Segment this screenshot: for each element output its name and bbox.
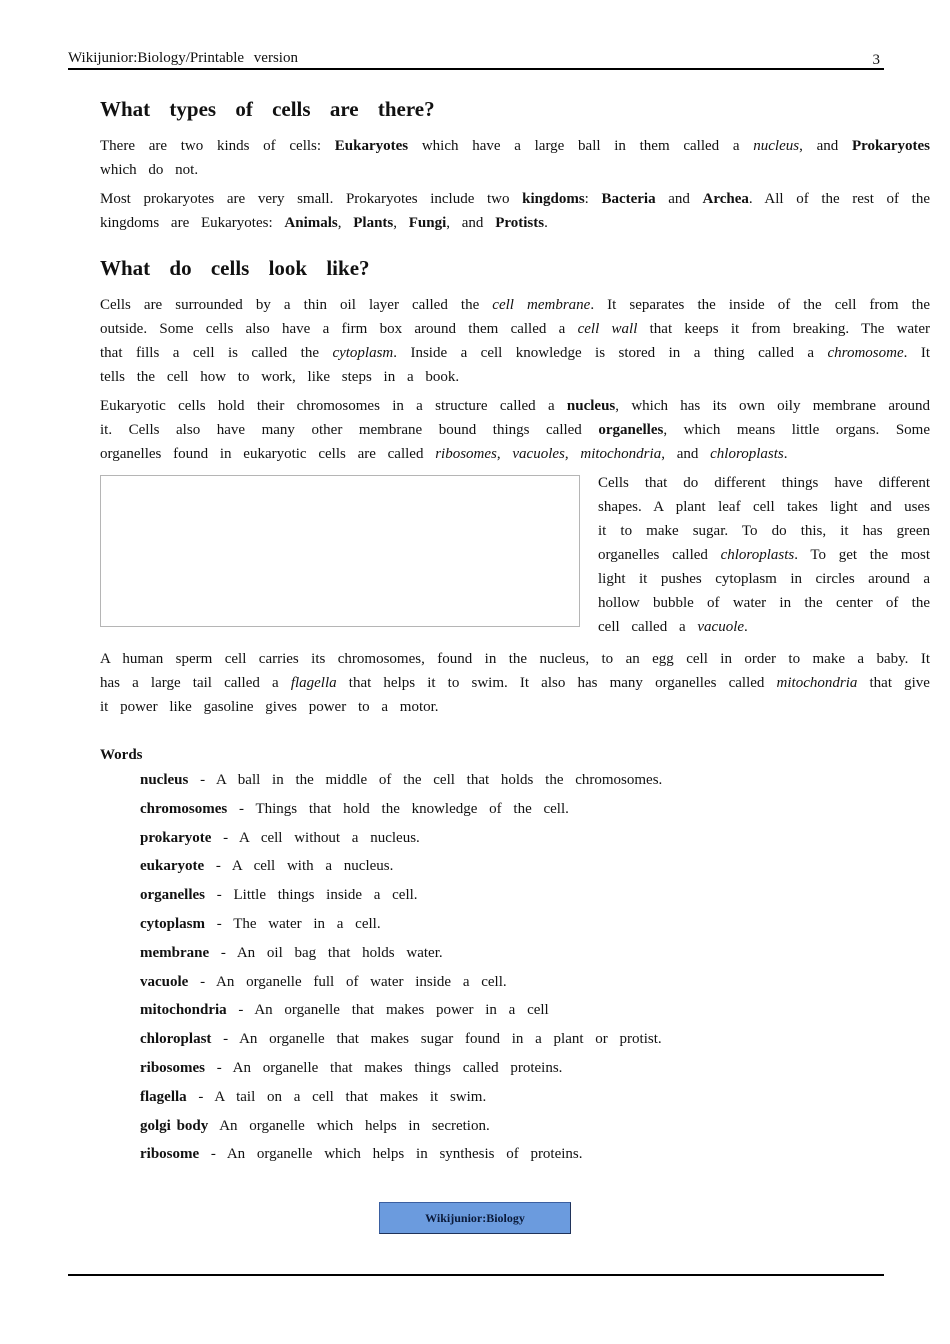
term-vacuoles: vacuoles	[512, 446, 565, 462]
section-heading-cell-look: What do cells look like?	[100, 256, 370, 280]
footer-divider	[68, 1274, 884, 1276]
words-heading: Words	[100, 747, 143, 763]
glossary-item: organelles - Little things inside a cell.	[140, 887, 418, 904]
term-fungi: Fungi	[408, 215, 447, 231]
glossary-item: nucleus - A ball in the middle of the cell that holds the chromosomes.	[140, 772, 663, 788]
term-flagella: flagella	[290, 675, 337, 691]
section-heading-cell-types: What types of cells are there?	[100, 97, 435, 121]
paragraph-plant-cell: Cells that do different things have different shapes. A plant leaf cell takes light and uses it to make sugar. To do this, it has green organelles called chloroplasts. To get the most light it pushes cytoplasm in circles around a hollow bubble of water in the center of the cell called a vacuole.	[598, 475, 930, 635]
article-content	[100, 90, 930, 1173]
term-eukaryotes: Eukaryotes	[334, 138, 409, 154]
image-and-text-block	[100, 471, 930, 639]
term-chloroplasts-2: chloroplasts	[720, 547, 795, 563]
paragraph-cell-kinds: There are two kinds of cells: Eukaryotes which have a large ball in them called a nucleus, and Prokaryotes which do not.	[100, 138, 930, 178]
term-mitochondria-2: mitochondria	[776, 675, 858, 691]
term-chloroplasts: chloroplasts	[710, 446, 784, 462]
page-header	[68, 50, 884, 70]
term-organelles: organelles	[598, 422, 664, 438]
term-nucleus: nucleus	[753, 138, 800, 154]
page-number: 3	[872, 52, 880, 68]
glossary-item: vacuole - An organelle full of water inside a cell.	[140, 973, 507, 990]
term-cytoplasm: cytoplasm	[332, 345, 394, 361]
paragraph-eukaryotic-cells: Eukaryotic cells hold their chromosomes in a structure called a nucleus, which has its own oily membrane around it. Cells also have many other membrane bound things called organelles, which means little organs. Some organelles found in eukaryotic cells are called ribosomes, vacuoles, mitochondria, and chloroplasts.	[100, 398, 930, 462]
wikijunior-biology-nav-button[interactable]: Wikijunior:Biology	[379, 1202, 571, 1234]
term-protists: Protists	[495, 215, 545, 231]
term-bacteria: Bacteria	[601, 191, 656, 207]
glossary-item: flagella - A tail on a cell that makes it swim.	[140, 1088, 487, 1105]
paragraph-cell-structure: Cells are surrounded by a thin oil layer called the cell membrane. It separates the inside of the cell from the outside. Some cells also have a firm box around them called a cell wall that keeps it from breaking. The water that fills a cell is called the cytoplasm. Inside a cell knowledge is stored in a thing called a chromosome. It tells the cell how to work, like steps in a book.	[100, 297, 930, 385]
header-title: Wikijunior:Biology/Printable version	[68, 50, 298, 66]
glossary-item: chromosomes - Things that hold the knowledge of the cell.	[140, 800, 569, 817]
glossary-item: cytoplasm - The water in a cell.	[140, 915, 381, 932]
term-nucleus-bold: nucleus	[566, 398, 616, 414]
glossary-item: golgi body An organelle which helps in secretion.	[140, 1117, 490, 1134]
glossary-item: membrane - An oil bag that holds water.	[140, 944, 443, 961]
term-cell-membrane: cell membrane	[492, 297, 591, 313]
paragraph-kingdoms: Most prokaryotes are very small. Prokaryotes include two kingdoms: Bacteria and Archea. All of the rest of the kingdoms are Eukaryotes: Animals, Plants, Fungi, and Protists.	[100, 191, 930, 231]
term-ribosomes: ribosomes	[435, 446, 497, 462]
term-plants: Plants	[353, 215, 394, 231]
glossary-item: mitochondria - An organelle that makes power in a cell	[140, 1002, 549, 1019]
term-prokaryotes: Prokaryotes	[851, 138, 930, 154]
glossary-item: ribosome - An organelle which helps in synthesis of proteins.	[140, 1146, 583, 1163]
glossary-item: eukaryote - A cell with a nucleus.	[140, 858, 394, 875]
glossary-item: prokaryote - A cell without a nucleus.	[140, 829, 420, 846]
term-cell-wall: cell wall	[577, 321, 638, 337]
term-vacuole: vacuole	[697, 619, 745, 635]
term-chromosome: chromosome	[827, 345, 904, 361]
paragraph-sperm-cell: A human sperm cell carries its chromosomes, found in the nucleus, to an egg cell in order to make a baby. It has a large tail called a flagella that helps it to swim. It also has many organelles called mitochondria that give it power like gasoline gives power to a motor.	[100, 651, 930, 715]
term-mitochondria: mitochondria	[580, 446, 662, 462]
figure-image-placeholder	[100, 475, 580, 627]
glossary-item: chloroplast - An organelle that makes sugar found in a plant or protist.	[140, 1031, 662, 1048]
term-animals: Animals	[284, 215, 338, 231]
term-archea: Archea	[702, 191, 749, 207]
glossary-item: ribosomes - An organelle that makes things called proteins.	[140, 1059, 563, 1076]
glossary-list	[100, 770, 930, 1164]
term-kingdoms: kingdoms	[522, 191, 585, 207]
